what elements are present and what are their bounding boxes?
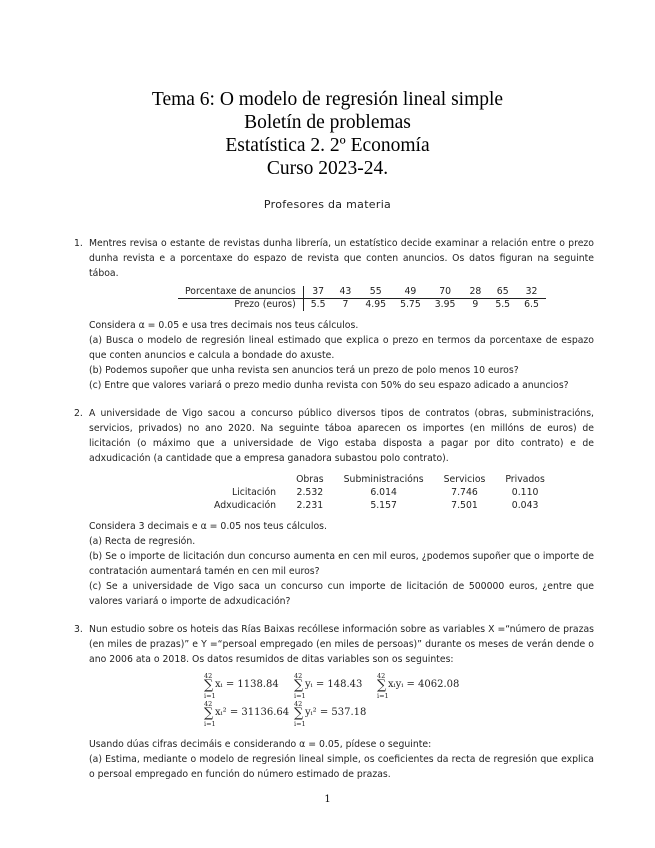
table-cell: 4.95 <box>365 299 387 310</box>
sum-lower-limit: i=1 <box>294 720 306 728</box>
part-b: (b) Podemos supoñer que unha revista sen anuncios terá un prezo de polo menos 10 euros? <box>89 365 519 376</box>
title-line-2: Boletín de problemas <box>244 112 411 133</box>
problem-note: Usando dúas cifras decimáis e considerando α = 0.05, pídese o seguinte: <box>89 739 432 750</box>
table-cell: 2.231 <box>296 500 324 511</box>
table-row <box>204 486 555 499</box>
table-header-row <box>204 473 555 486</box>
part-c: (c) Entre que valores variará o prezo medio dunha revista con 50% do seu espazo adicado a anuncios? <box>89 380 569 391</box>
table-cell: 7.746 <box>451 487 478 498</box>
sigma-icon: ∑ <box>204 706 214 721</box>
problem-number: 1. <box>74 238 83 249</box>
part-b: (b) Se o importe de licitación dun concurso aumenta en cen mil euros, ¿podemos supoñer que o importe de contratación aumentará tamén en cen mil euros? <box>89 551 594 577</box>
sum-upper-limit: 42 <box>377 672 386 680</box>
row-label: Licitación <box>231 487 277 498</box>
table-cell: 65 <box>488 286 517 299</box>
data-table <box>204 473 555 512</box>
sum-lower-limit: i=1 <box>377 692 389 700</box>
row-label: Prezo (euros) <box>234 299 296 310</box>
sum-expression: yᵢ² = 537.18 <box>305 707 367 718</box>
column-header: Obras <box>296 474 324 485</box>
sum-expression: xᵢ² = 31136.64 <box>215 707 290 718</box>
sigma-icon: ∑ <box>204 678 214 693</box>
problem-number: 3. <box>74 624 83 635</box>
table-cell: 5.157 <box>370 500 397 511</box>
problem-intro: Mentres revisa o estante de revistas dunha librería, un estatístico decide examinar a relación entre o prezo dunha revista e a porcentaxe do espazo de revista que conten anuncios. Os datos figuran na seguinte táboa. <box>89 238 594 279</box>
row-label: Adxudicación <box>214 500 277 511</box>
table-cell: 9 <box>472 299 479 310</box>
table-cell: 0.043 <box>511 500 539 511</box>
sum-expression: xᵢyᵢ = 4062.08 <box>388 679 460 690</box>
document-header <box>0 88 655 211</box>
document-body <box>74 236 594 782</box>
title-line-4: Curso 2023-24. <box>266 158 389 179</box>
data-table <box>178 286 546 311</box>
problem-2 <box>74 406 594 609</box>
table-cell: 32 <box>517 286 546 299</box>
sum-expression: yᵢ = 148.43 <box>305 679 363 690</box>
part-a: (a) Busca o modelo de regresión lineal estimado que explica o prezo en termos da porcentaxe de espazo que conten anuncios e calcula a bondade do axuste. <box>89 335 594 361</box>
table-row <box>178 299 546 312</box>
column-header: Servicios <box>443 474 486 485</box>
table-cell: 6.5 <box>524 299 539 310</box>
problem-note: Considera α = 0.05 e usa tres decimais nos teus cálculos. <box>89 320 359 331</box>
row-label: Porcentaxe de anuncios <box>178 286 303 299</box>
problem-3 <box>74 622 594 782</box>
sum-lower-limit: i=1 <box>204 720 216 728</box>
summation-block <box>89 673 594 733</box>
sum-upper-limit: 42 <box>294 672 303 680</box>
table-cell: 5.5 <box>495 299 511 310</box>
sum-expression: xᵢ = 1138.84 <box>215 679 279 690</box>
table-cell: 55 <box>358 286 393 299</box>
authors: Profesores da materia <box>263 198 392 211</box>
sum-upper-limit: 42 <box>204 700 213 708</box>
table-cell: 37 <box>304 286 333 299</box>
sum-lower-limit: i=1 <box>294 692 306 700</box>
sum-upper-limit: 42 <box>294 700 303 708</box>
problem-note: Considera 3 decimais e α = 0.05 nos teus cálculos. <box>89 521 327 532</box>
table-cell: 5.5 <box>310 299 326 310</box>
table-cell: 49 <box>393 286 428 299</box>
table-cell: 7.501 <box>451 500 478 511</box>
table-cell: 28 <box>462 286 488 299</box>
problem-intro: Nun estudio sobre os hoteis das Rías Baixas recóllese información sobre as variables X =“número de prazas (en miles de prazas)” e Y =“persoal empregado (en miles de persoas)” durante os meses de verán dende o ano 2006 ata o 2018. Os datos resumidos de ditas variables son os seguintes: <box>89 624 594 665</box>
table-cell: 0.110 <box>511 487 539 498</box>
column-header: Privados <box>505 474 545 485</box>
table-cell: 6.014 <box>370 487 397 498</box>
problem-1 <box>74 236 594 393</box>
part-a: (a) Estima, mediante o modelo de regresión lineal simple, os coeficientes da recta de regresión que explica o persoal empregado en función do número estimado de prazas. <box>89 754 594 780</box>
table-corner <box>204 473 286 486</box>
sum-lower-limit: i=1 <box>204 692 216 700</box>
table-cell: 70 <box>428 286 463 299</box>
sigma-icon: ∑ <box>377 678 387 693</box>
table-cell: 7 <box>342 299 349 310</box>
table-cell: 2.532 <box>296 487 324 498</box>
table-cell: 5.75 <box>400 299 421 310</box>
problem-intro: A universidade de Vigo sacou a concurso público diversos tipos de contratos (obras, subministracións, servicios, privados) no ano 2020. Na seguinte táboa aparecen os importes (en millóns de euros) de licitación (o máximo que a universidade de Vigo estaba disposta a pagar por dito contrato) e de adxudicación (a cantidade que a empresa ganadora subastou polo contrato). <box>89 408 594 464</box>
part-c: (c) Se a universidade de Vigo saca un concurso cun importe de licitación de 500000 euros, ¿entre que valores variará o importe de adxudicación? <box>89 581 594 607</box>
title-line-1: Tema 6: O modelo de regresión lineal simple <box>151 89 504 110</box>
sigma-icon: ∑ <box>294 678 304 693</box>
title-line-3: Estatística 2. 2º Economía <box>225 135 430 156</box>
table-cell: 3.95 <box>434 299 456 310</box>
table-row <box>178 286 546 299</box>
page-number: 1 <box>324 794 331 805</box>
sum-upper-limit: 42 <box>204 672 213 680</box>
column-header: Subministracións <box>343 474 424 485</box>
table-cell: 43 <box>333 286 359 299</box>
problem-number: 2. <box>74 408 83 419</box>
table-row <box>204 499 555 512</box>
sigma-icon: ∑ <box>294 706 304 721</box>
part-a: (a) Recta de regresión. <box>89 536 196 547</box>
